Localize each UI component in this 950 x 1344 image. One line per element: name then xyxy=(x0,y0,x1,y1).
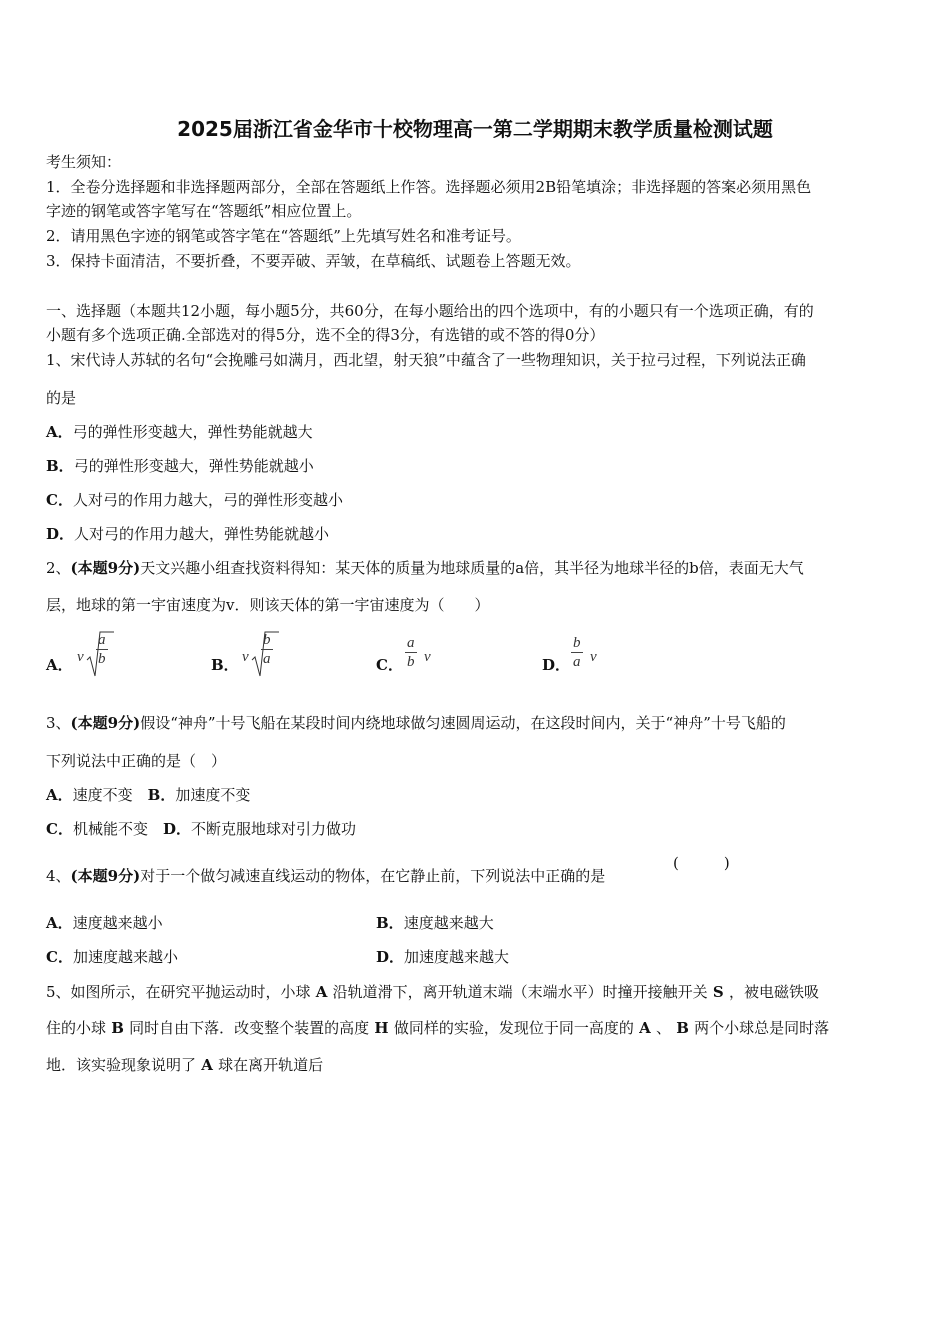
q4-answer-paren: ( ) xyxy=(673,854,730,872)
q1-option-d: D．人对弓的作用力越大，弹性势能就越小 xyxy=(46,525,330,543)
q5-stem-line-2: 住的小球 B 同时自由下落．改变整个装置的高度 H 做同样的实验，发现位于同一高度的 A 、 B 两个小球总是同时落 xyxy=(46,1019,830,1037)
q2-option-b-v: v xyxy=(242,649,249,665)
q3-options-cd: C．机械能不变 D．不断克服地球对引力做功 xyxy=(46,820,357,838)
q4-option-a: A．速度越来越小 xyxy=(46,914,163,932)
q5-stem-line-1: 5、如图所示，在研究平抛运动时，小球 A 沿轨道滑下，离开轨道末端（末端水平）时撞开接触开关 S ，被电磁铁吸 xyxy=(46,983,819,1001)
q1-stem-line-2: 的是 xyxy=(46,389,77,407)
notice-item-2: 2．请用黑色字迹的钢笔或答字笔在“答题纸”上先填写姓名和准考证号。 xyxy=(46,227,521,245)
q2-option-c-letter: C． xyxy=(376,656,403,674)
notice-item-1-cont: 字迹的钢笔或答字笔写在“答题纸”相应位置上。 xyxy=(46,202,362,220)
q1-option-a: A．弓的弹性形变越大，弹性势能就越大 xyxy=(46,423,313,441)
q2-option-c-fraction: a b xyxy=(407,635,415,670)
section-heading-line-2: 小题有多个选项正确.全部选对的得5分，选不全的得3分，有选错的或不答的得0分） xyxy=(46,326,605,344)
q2-option-a-letter: A． xyxy=(46,656,73,674)
q5-stem-line-3: 地．该实验现象说明了 A 球在离开轨道后 xyxy=(46,1056,324,1074)
q1-option-b: B．弓的弹性形变越大，弹性势能就越小 xyxy=(46,457,314,475)
page-title: 2025届浙江省金华市十校物理高一第二学期期末教学质量检测试题 xyxy=(177,117,773,141)
q2-option-c-v: v xyxy=(424,649,431,665)
q2-option-d-v: v xyxy=(590,649,597,665)
q1-option-c: C．人对弓的作用力越大，弓的弹性形变越小 xyxy=(46,491,343,509)
q2-option-b-letter: B． xyxy=(211,656,239,674)
notice-heading: 考生须知： xyxy=(46,153,122,171)
q4-option-b: B．速度越来越大 xyxy=(376,914,494,932)
q1-stem-line-1: 1、宋代诗人苏轼的名句“会挽雕弓如满月，西北望，射天狼”中蕴含了一些物理知识，关于拉弓过程，下列说法正确 xyxy=(46,351,806,369)
q2-option-a-v: v xyxy=(77,649,84,665)
q3-stem-line-1: 3、(本题9分)假设“神舟”十号飞船在某段时间内绕地球做匀速圆周运动，在这段时间内，关于“神舟”十号飞船的 xyxy=(46,714,786,732)
notice-item-3: 3．保持卡面清洁，不要折叠，不要弄破、弄皱，在草稿纸、试题卷上答题无效。 xyxy=(46,252,581,270)
q2-option-b-fraction: b a xyxy=(263,632,271,667)
q4-option-c: C．加速度越来越小 xyxy=(46,948,178,966)
q4-stem: 4、(本题9分)对于一个做匀减速直线运动的物体，在它静止前，下列说法中正确的是 xyxy=(46,867,606,885)
section-heading-line-1: 一、选择题（本题共12小题，每小题5分，共60分，在每小题给出的四个选项中，有的小题只有一个选项正确，有的 xyxy=(46,302,814,320)
q3-stem-line-2: 下列说法中正确的是（ ） xyxy=(46,752,227,770)
q2-option-d-letter: D． xyxy=(542,656,571,674)
q2-stem-line-1: 2、(本题9分)天文兴趣小组查找资料得知：某天体的质量为地球质量的a倍，其半径为地球半径的b倍，表面无大气 xyxy=(46,559,804,577)
q4-option-d: D．加速度越来越大 xyxy=(376,948,510,966)
q2-stem-line-2: 层，地球的第一宇宙速度为v．则该天体的第一宇宙速度为（ ） xyxy=(46,596,490,614)
notice-item-1: 1．全卷分选择题和非选择题两部分，全部在答题纸上作答。选择题必须用2B铅笔填涂；非选择题的答案必须用黑色 xyxy=(46,178,812,196)
q2-option-a-fraction: a b xyxy=(98,632,106,667)
q2-option-d-fraction: b a xyxy=(573,635,581,670)
q3-options-ab: A．速度不变 B．加速度不变 xyxy=(46,786,251,804)
